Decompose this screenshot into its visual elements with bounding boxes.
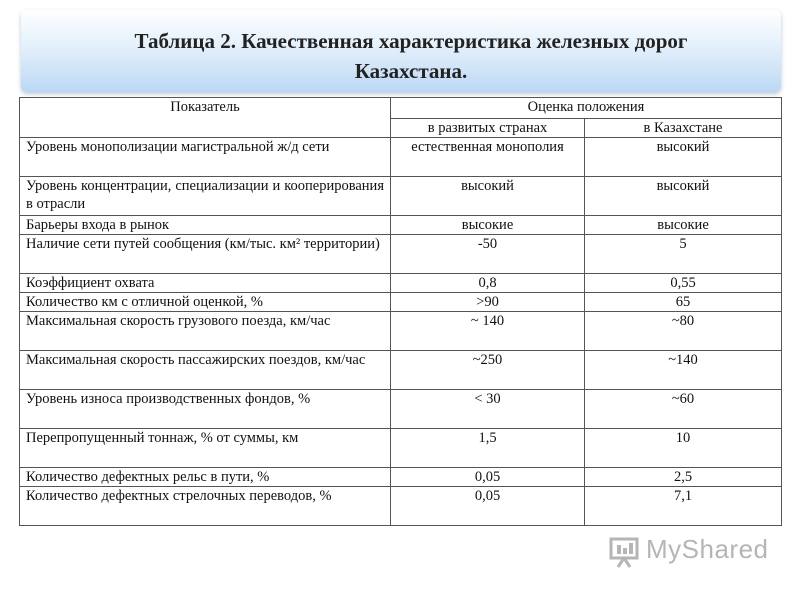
- indicator-cell: Максимальная скорость пассажирских поездов, км/час: [20, 351, 391, 390]
- header-kazakhstan: в Казахстане: [585, 119, 782, 138]
- developed-value-cell: >90: [391, 293, 585, 312]
- page-title: [81, 26, 741, 86]
- table-row: [20, 429, 782, 468]
- table-header-row: [20, 98, 782, 119]
- myshared-watermark: [606, 532, 769, 572]
- kazakhstan-value-cell: ~60: [585, 390, 782, 429]
- table-row: [20, 177, 782, 216]
- developed-value-cell: 0,05: [391, 487, 585, 526]
- indicator-cell: Уровень монополизации магистральной ж/д сети: [20, 138, 391, 177]
- table-row: [20, 235, 782, 274]
- indicator-cell: Количество км с отличной оценкой, %: [20, 293, 391, 312]
- developed-value-cell: высокий: [391, 177, 585, 216]
- presentation-board-icon: [608, 535, 642, 569]
- developed-value-cell: 0,05: [391, 468, 585, 487]
- table-row: [20, 274, 782, 293]
- kazakhstan-value-cell: 10: [585, 429, 782, 468]
- title-line-1: Таблица 2. Качественная характеристика железных дорог: [134, 29, 688, 53]
- table-row: [20, 293, 782, 312]
- developed-value-cell: ~ 140: [391, 312, 585, 351]
- indicator-cell: Максимальная скорость грузового поезда, км/час: [20, 312, 391, 351]
- developed-value-cell: < 30: [391, 390, 585, 429]
- kazakhstan-value-cell: высокий: [585, 138, 782, 177]
- indicator-cell: Уровень концентрации, специализации и кооперирования в отрасли: [20, 177, 391, 216]
- table-row: [20, 351, 782, 390]
- kazakhstan-value-cell: 5: [585, 235, 782, 274]
- table-row: [20, 312, 782, 351]
- kazakhstan-value-cell: 7,1: [585, 487, 782, 526]
- header-assessment: Оценка положения: [391, 98, 782, 119]
- table-row: [20, 138, 782, 177]
- kazakhstan-value-cell: ~80: [585, 312, 782, 351]
- indicator-cell: Барьеры входа в рынок: [20, 216, 391, 235]
- kazakhstan-value-cell: высокие: [585, 216, 782, 235]
- table-row: [20, 468, 782, 487]
- developed-value-cell: -50: [391, 235, 585, 274]
- kazakhstan-value-cell: 65: [585, 293, 782, 312]
- kazakhstan-value-cell: 0,55: [585, 274, 782, 293]
- table-row: [20, 487, 782, 526]
- watermark-text: MyShared: [646, 534, 769, 564]
- indicator-cell: Перепропущенный тоннаж, % от суммы, км: [20, 429, 391, 468]
- developed-value-cell: 1,5: [391, 429, 585, 468]
- developed-value-cell: ~250: [391, 351, 585, 390]
- indicator-cell: Уровень износа производственных фондов, %: [20, 390, 391, 429]
- developed-value-cell: 0,8: [391, 274, 585, 293]
- railway-characteristics-table: [19, 97, 782, 526]
- kazakhstan-value-cell: 2,5: [585, 468, 782, 487]
- table-row: [20, 390, 782, 429]
- indicator-cell: Количество дефектных стрелочных переводов, %: [20, 487, 391, 526]
- indicator-cell: Коэффициент охвата: [20, 274, 391, 293]
- indicator-cell: Наличие сети путей сообщения (км/тыс. км² территории): [20, 235, 391, 274]
- table-row: [20, 216, 782, 235]
- header-indicator: Показатель: [20, 98, 391, 138]
- developed-value-cell: высокие: [391, 216, 585, 235]
- kazakhstan-value-cell: ~140: [585, 351, 782, 390]
- kazakhstan-value-cell: высокий: [585, 177, 782, 216]
- title-line-2: Казахстана.: [354, 59, 468, 83]
- title-banner: [21, 10, 781, 92]
- header-developed-countries: в развитых странах: [391, 119, 585, 138]
- developed-value-cell: естественная монополия: [391, 138, 585, 177]
- indicator-cell: Количество дефектных рельс в пути, %: [20, 468, 391, 487]
